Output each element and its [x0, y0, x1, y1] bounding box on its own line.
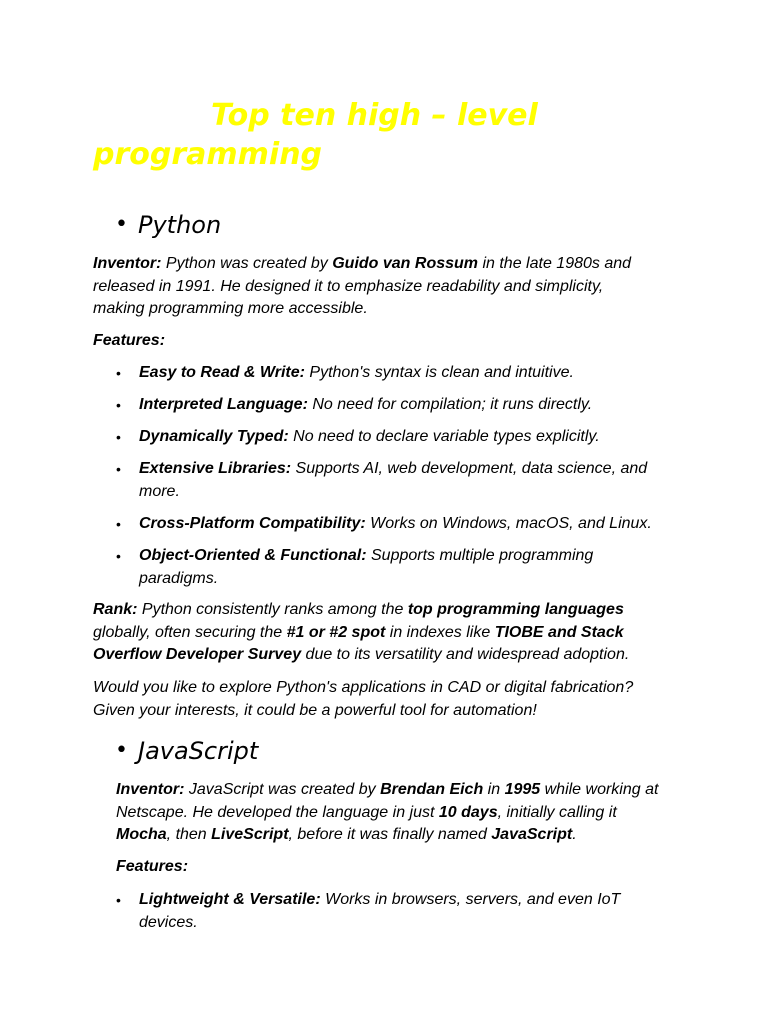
- inventor-text: in the late 1980s and released in 1991. He designed it to emphasize readability and simplicity, making programming more accessible.: [93, 255, 632, 317]
- python-closing-paragraph: Would you like to explore Python's applications in CAD or digital fabrication? Given your interests, it could be a powerful tool for automation!: [93, 679, 634, 719]
- feature-desc: Works in browsers, servers, and even IoT devices.: [139, 891, 621, 931]
- inventor-bold: LiveScript: [211, 826, 289, 843]
- inventor-text: , before it was finally named: [288, 826, 492, 843]
- list-item: [116, 458, 659, 503]
- feature-desc: Python's syntax is clean and intuitive.: [304, 364, 574, 381]
- inventor-name: Guido van Rossum: [332, 255, 479, 272]
- python-inventor-paragraph: [93, 253, 653, 321]
- inventor-text: .: [572, 826, 577, 843]
- inventor-bold: 1995: [504, 781, 541, 798]
- list-item: [116, 889, 639, 934]
- inventor-bold: JavaScript: [491, 826, 573, 843]
- feature-desc: No need for compilation; it runs directly.: [307, 396, 593, 413]
- feature-desc: Supports AI, web development, data science, and more.: [139, 460, 648, 500]
- rank-text: globally, often securing the: [93, 623, 287, 641]
- rank-text: in indexes like: [385, 623, 495, 641]
- rank-text: Python consistently ranks among the: [137, 601, 408, 618]
- inventor-text: in: [483, 781, 505, 798]
- inventor-bold: Brendan Eich: [380, 781, 484, 798]
- rank-bold: TIOBE and Stack Overflow Developer Survey: [93, 623, 624, 663]
- inventor-text: , then: [166, 826, 212, 843]
- rank-label: Rank:: [93, 601, 138, 618]
- feature-term: Extensive Libraries:: [139, 460, 292, 477]
- feature-desc: Supports multiple programming paradigms.: [139, 547, 594, 587]
- inventor-text: JavaScript was created by: [184, 781, 381, 798]
- feature-term: Lightweight & Versatile:: [139, 891, 321, 908]
- inventor-text: , initially calling it: [497, 803, 617, 821]
- feature-term: Easy to Read & Write:: [139, 364, 305, 381]
- javascript-features-label: [116, 856, 416, 879]
- rank-bold: #1 or #2 spot: [286, 623, 386, 641]
- page-title: Top ten high – level programming: [93, 98, 538, 172]
- bullet-icon: •: [116, 429, 121, 445]
- feature-term: Cross-Platform Compatibility:: [139, 515, 366, 532]
- bullet-icon: •: [116, 397, 121, 413]
- python-heading-text: Python: [138, 211, 222, 239]
- python-rank-paragraph: [93, 599, 653, 667]
- bullet-icon: •: [116, 365, 121, 381]
- bullet-icon: •: [115, 212, 128, 237]
- feature-desc: Works on Windows, macOS, and Linux.: [365, 515, 652, 532]
- rank-text: due to its versatility and widespread adoption.: [301, 646, 630, 663]
- inventor-text: Python was created by: [161, 255, 333, 272]
- list-item: [116, 426, 669, 449]
- inventor-label: Inventor:: [93, 255, 162, 272]
- inventor-text: while working at Netscape. He developed the language in just: [116, 781, 659, 821]
- bullet-icon: •: [116, 516, 121, 532]
- inventor-bold: 10 days: [438, 803, 498, 821]
- python-features-label: [93, 330, 393, 353]
- bullet-icon: •: [116, 461, 121, 477]
- list-item: [116, 394, 669, 417]
- feature-term: Dynamically Typed:: [139, 428, 289, 445]
- inventor-label: Inventor:: [116, 781, 185, 798]
- javascript-inventor-paragraph: [116, 779, 666, 847]
- features-label: Features:: [93, 332, 166, 349]
- feature-term: Interpreted Language:: [139, 396, 308, 413]
- feature-term: Object-Oriented & Functional:: [139, 547, 367, 564]
- bullet-icon: •: [116, 892, 121, 908]
- inventor-bold: Mocha: [116, 826, 167, 843]
- feature-desc: No need to declare variable types explicitly.: [288, 428, 600, 445]
- bullet-icon: •: [116, 548, 121, 564]
- rank-bold: top programming languages: [407, 601, 624, 618]
- bullet-icon: •: [115, 738, 128, 763]
- features-label: Features:: [116, 858, 189, 875]
- list-item: [116, 362, 669, 385]
- list-item: [116, 545, 629, 590]
- javascript-heading-text: JavaScript: [138, 737, 259, 765]
- list-item: [116, 513, 669, 536]
